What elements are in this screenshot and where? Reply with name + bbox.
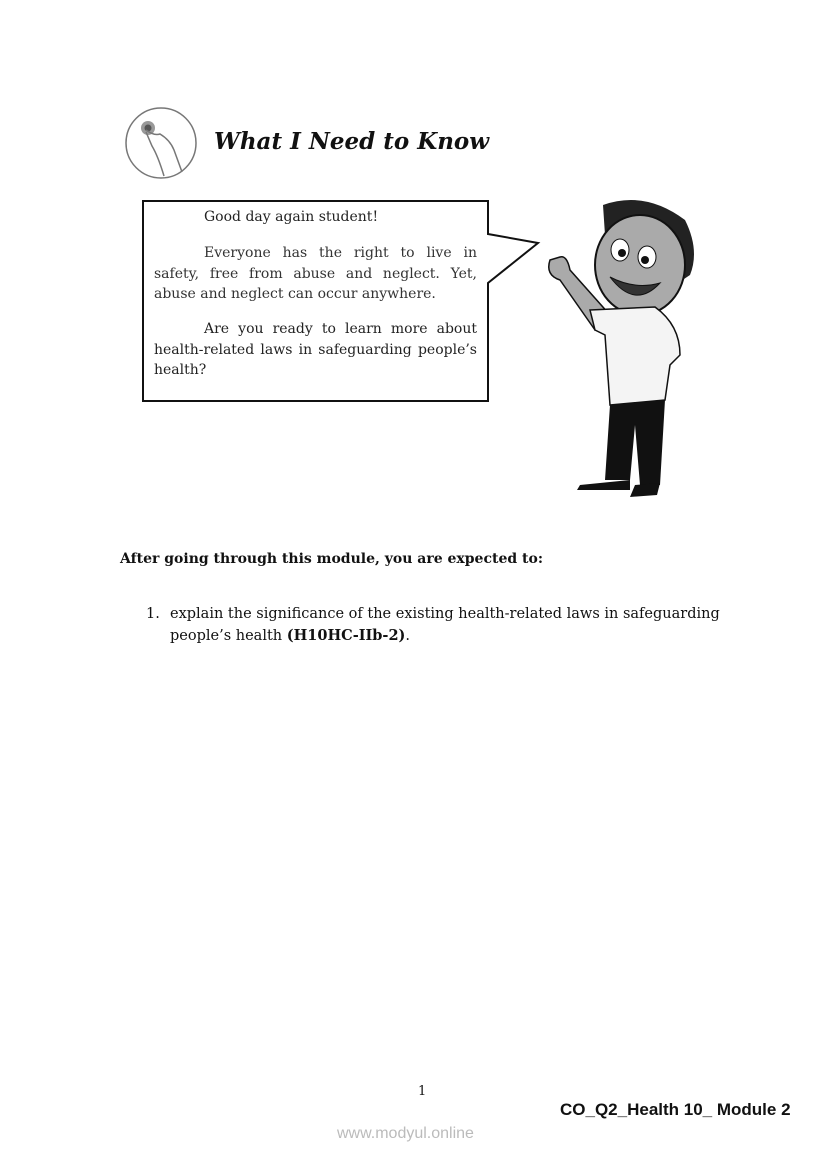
list-item-number: 1. xyxy=(146,606,160,622)
page-number: 1 xyxy=(418,1084,427,1099)
bubble-paragraph: Everyone has the right to live in safety, free from abuse and neglect. Yet, abuse and neglect can occur anywhere. xyxy=(154,245,477,302)
bubble-paragraph: Are you ready to learn more about health-related laws in safeguarding people’s health? xyxy=(154,321,477,378)
objectives-intro: After going through this module, you are expected to: xyxy=(120,551,543,567)
competency-code: (H10HC-IIb-2) xyxy=(286,627,406,644)
section-title: What I Need to Know xyxy=(214,128,490,155)
bubble-greeting: Good day again student! xyxy=(204,209,379,225)
module-code: CO_Q2_Health 10_ Module 2 xyxy=(560,1100,791,1119)
list-item xyxy=(146,603,746,647)
list-item-end: . xyxy=(405,628,411,644)
student-boy-illustration xyxy=(535,195,705,504)
watermark: www.modyul.online xyxy=(337,1125,474,1142)
list-item-text: explain the significance of the existing health-related laws in safeguarding people’s health xyxy=(170,606,720,644)
objectives-list xyxy=(146,603,746,647)
